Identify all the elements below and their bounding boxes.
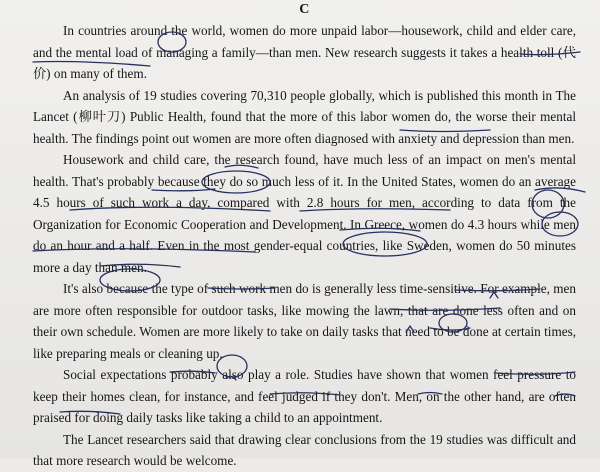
paragraph-3: Housework and child care, the research found, have much less of an impact on men's mental health. That's probably because they do so much less of it. In the United States, women do an average 4.5 hours of such work a day, compared with 2.8 hours for men, according to data from the Organization for Economic Cooperation and Development. In Greece, women do 4.3 hours while men do an hour and a half. Even in the most gender-equal countries, like Sweden, women do 50 minutes more a day than men. [33,152,576,275]
paragraph-5: Social expectations probably also play a role. Studies have shown that women feel pressure to keep their homes clean, for instance, and feel judged if they don't. Men, on the other hand, are often praised for doing daily tasks like taking a child to an appointment. [33,367,576,425]
paragraph-2: An analysis of 19 studies covering 70,310 people globally, which is published this month in The Lancet (柳叶刀) Public Health, found that the more of this labor women do, the worse their mental health. The findings point out women are more often diagnosed with anxiety and depression than men. [33,87,576,146]
paragraph-1: In countries around the world, women do more unpaid labor—housework, child and elder care, and the mental load of managing a family—than men. New research suggests it takes a health toll (代价) on many of them. [33,23,576,81]
passage-letter: C [299,2,310,17]
paragraph-6: The Lancet researchers said that drawing clear conclusions from the 19 studies was difficult and that more research would be welcome. [33,431,576,468]
paragraph-4: It's also because the type of such work men do is generally less time-sensitive. For example, men are more often responsible for outdoor tasks, like mowing the lawn, that are done less often and on their own schedule. Women are more likely to take on daily tasks that need to be done at certain times, like preparing meals or cleaning up. [33,281,576,361]
